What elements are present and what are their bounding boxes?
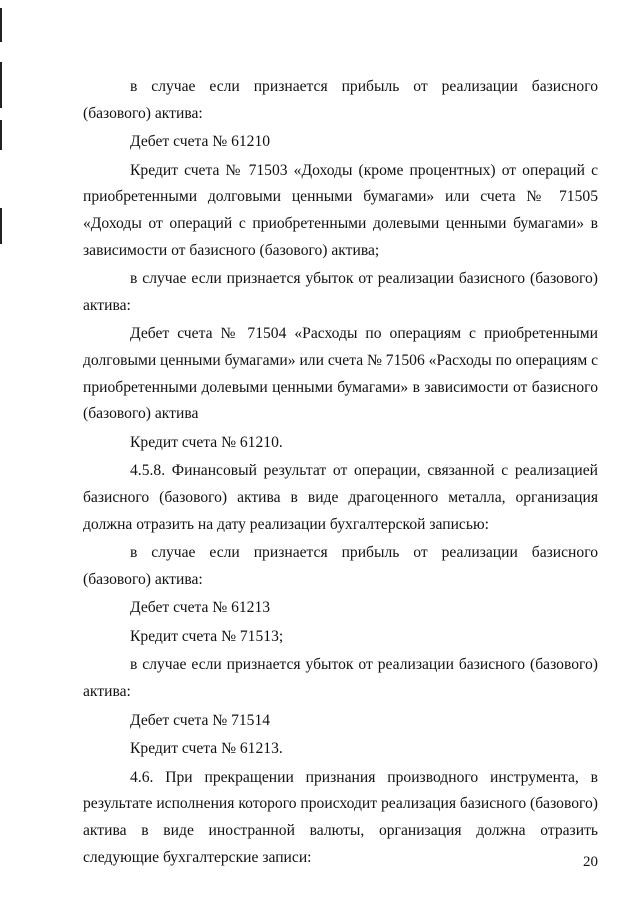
paragraph-debit-71514: Дебет счета № 71514 [130, 711, 271, 729]
paragraph-profit-intro: в случае если признается прибыль от реализации базисного (базового) актива: [83, 78, 598, 122]
paragraph-section-4-6: 4.6. При прекращении признания производного инструмента, в результате исполнения которого происходит реализация базисного (базового) актива в виде иностранной валюты, организация должна отразить следующие бухгалтерские записи: [83, 768, 598, 866]
paragraph-metal-profit-intro: в случае если признается прибыль от реализации базисного (базового) актива: [83, 544, 598, 588]
scan-edge-mark-1 [0, 8, 2, 42]
scan-edge-mark-2 [0, 62, 2, 108]
paragraph-debit-61213: Дебет счета № 61213 [130, 599, 271, 617]
paragraph-section-4-5-8: 4.5.8. Финансовый результат от операции, связанной с реализацией базисного (базового) актива в виде драгоценного металла, организация должна отразить на дату реализации бухгалтерской записью: [83, 462, 598, 533]
paragraph-debit-61210: Дебет счета № 61210 [130, 133, 271, 151]
paragraph-credit-71503: Кредит счета № 71503 «Доходы (кроме процентных) от операций с приобретенными долговыми ценными бумагами» или счета № 71505 «Доходы от операций с приобретенными долевыми ценными бумагами» в зависимости от базисного (базового) актива; [83, 161, 598, 259]
paragraph-credit-61213: Кредит счета № 61213. [130, 740, 283, 758]
document-body [83, 74, 598, 871]
scan-edge-mark-4 [0, 208, 2, 244]
paragraph-metal-loss-intro: в случае если признается убыток от реализации базисного (базового) актива: [83, 656, 598, 701]
paragraph-credit-71513: Кредит счета № 71513; [130, 627, 284, 645]
paragraph-credit-61210: Кредит счета № 61210. [130, 433, 283, 451]
paragraph-loss-intro: в случае если признается убыток от реализации базисного (базового) актива: [83, 270, 598, 314]
scan-edge-mark-3 [0, 120, 2, 150]
paragraph-debit-71504: Дебет счета № 71504 «Расходы по операциям с приобретенными долговыми ценными бумагами» или счета № 71506 «Расходы по операциям с приобретенными долевыми ценными бумагами» в зависимости от базисного (базового) актива [83, 325, 599, 423]
page-number: 20 [583, 854, 598, 870]
